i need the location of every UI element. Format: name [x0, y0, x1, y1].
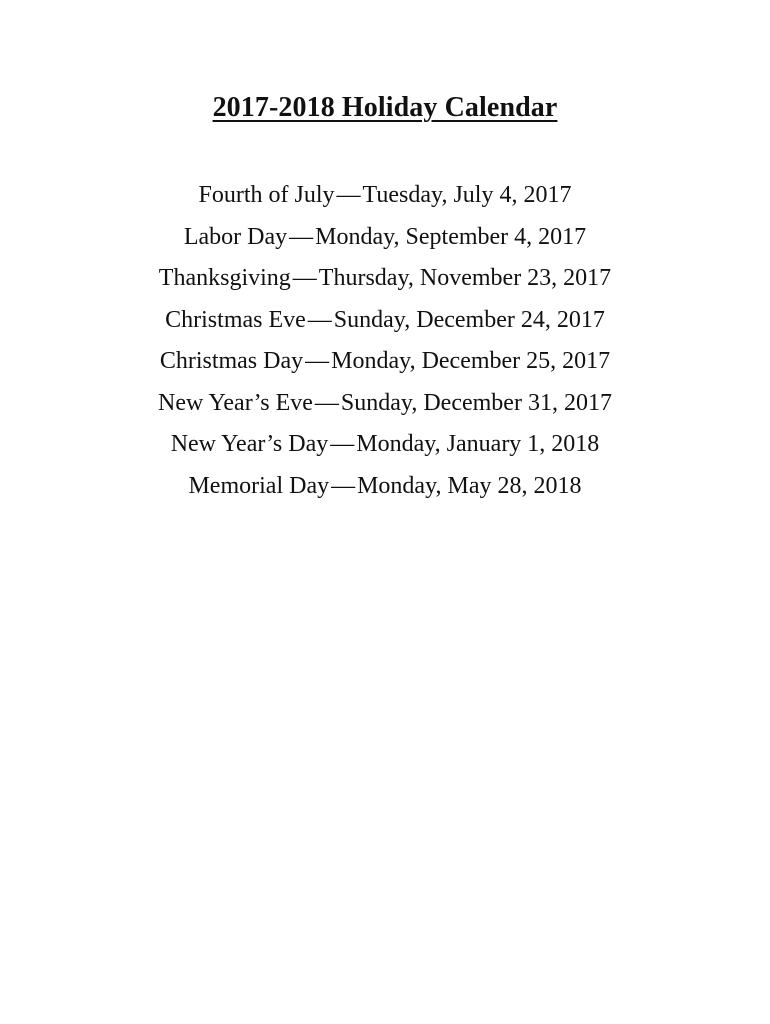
- holiday-item-memorial-day: [0, 466, 770, 508]
- holiday-item-new-years-day: [0, 424, 770, 466]
- holiday-name: Thanksgiving: [158, 265, 291, 291]
- holiday-name: New Year’s Day: [170, 431, 329, 457]
- holiday-list: [0, 175, 770, 507]
- dash-separator: —: [331, 472, 356, 499]
- dash-separator: —: [336, 182, 361, 208]
- dash-separator: —: [307, 306, 332, 333]
- holiday-name: Fourth of July: [198, 182, 335, 208]
- holiday-item-thanksgiving: [0, 258, 770, 300]
- dash-separator: —: [330, 431, 355, 457]
- dash-separator: —: [289, 223, 314, 250]
- holiday-item-christmas-eve: [0, 300, 770, 342]
- holiday-name: Christmas Day: [159, 348, 304, 374]
- holiday-date: Monday, December 25, 2017: [331, 348, 611, 374]
- holiday-date: Sunday, December 31, 2017: [340, 389, 612, 416]
- holiday-date: Monday, May 28, 2018: [357, 472, 582, 499]
- holiday-item-labor-day: [0, 217, 770, 259]
- holiday-date: Sunday, December 24, 2017: [333, 306, 605, 333]
- holiday-date: Tuesday, July 4, 2017: [362, 182, 572, 208]
- holiday-name: Labor Day: [183, 223, 288, 250]
- holiday-date: Monday, January 1, 2018: [356, 431, 600, 457]
- holiday-name: New Year’s Eve: [158, 389, 313, 416]
- holiday-name: Christmas Eve: [165, 306, 306, 333]
- dash-separator: —: [305, 348, 330, 374]
- holiday-name: Memorial Day: [188, 472, 330, 499]
- holiday-date: Thursday, November 23, 2017: [318, 265, 612, 291]
- holiday-item-christmas-day: [0, 341, 770, 383]
- dash-separator: —: [314, 389, 339, 416]
- holiday-item-new-years-eve: [0, 383, 770, 425]
- dash-separator: —: [292, 265, 317, 291]
- page-title: 2017-2018 Holiday Calendar: [212, 92, 558, 123]
- holiday-date: Monday, September 4, 2017: [315, 223, 587, 250]
- holiday-item-fourth-of-july: [0, 175, 770, 217]
